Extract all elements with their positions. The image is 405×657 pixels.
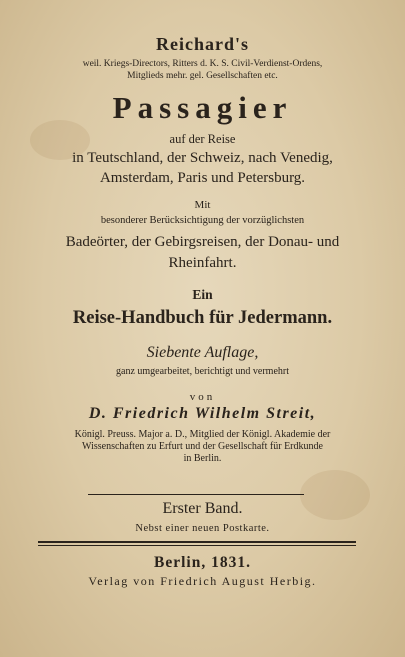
- volume-line: Erster Band.: [162, 500, 243, 517]
- author-possessive: Reichard's: [156, 34, 249, 54]
- divider-rule: [88, 494, 304, 495]
- imprint-place-year: Berlin, 1831.: [154, 554, 251, 571]
- consideration-line: besonderer Berücksichtigung der vorzüglichsten: [100, 215, 305, 226]
- double-rule-top: [38, 541, 356, 543]
- double-rule-bottom: [38, 545, 356, 546]
- edition-note: ganz umgearbeitet, berichtigt und vermehrt: [116, 366, 289, 377]
- von-line: von: [189, 391, 216, 403]
- publisher-line: Verlag von Friedrich August Herbig.: [88, 574, 317, 588]
- ein-line: Ein: [192, 287, 213, 302]
- editor-titles-line-2: Wissenschaften zu Erfurt und der Gesellschaft für Erdkunde: [82, 441, 323, 452]
- edition-line: Siebente Auflage,: [146, 344, 259, 361]
- subtitle-line-3: Amsterdam, Paris und Petersburg.: [99, 170, 306, 186]
- editor-titles-line-3: in Berlin.: [183, 453, 222, 464]
- mit-line: Mit: [194, 199, 211, 211]
- volume-note: Nebst einer neuen Postkarte.: [135, 523, 270, 534]
- author-titles-line-1: weil. Kriegs-Directors, Ritters d. K. S. Civil-Verdienst-Ordens,: [82, 59, 323, 69]
- main-title: Passagier: [112, 90, 293, 125]
- editor-name: D. Friedrich Wilhelm Streit,: [88, 405, 317, 422]
- subtitle-line-1: auf der Reise: [169, 132, 236, 146]
- subtitle-line-2: in Teutschland, der Schweiz, nach Venedig,: [72, 150, 333, 166]
- handbook-title: Reise-Handbuch für Jedermann.: [72, 308, 333, 328]
- spa-line: Badeörter, der Gebirgsreisen, der Donau- und: [65, 234, 340, 250]
- author-titles-line-2: Mitglieds mehr. gel. Gesellschaften etc.: [127, 71, 278, 81]
- editor-titles-line-1: Königl. Preuss. Major a. D., Mitglied der Königl. Akademie der: [74, 429, 331, 440]
- rhine-line: Rheinfahrt.: [168, 255, 237, 271]
